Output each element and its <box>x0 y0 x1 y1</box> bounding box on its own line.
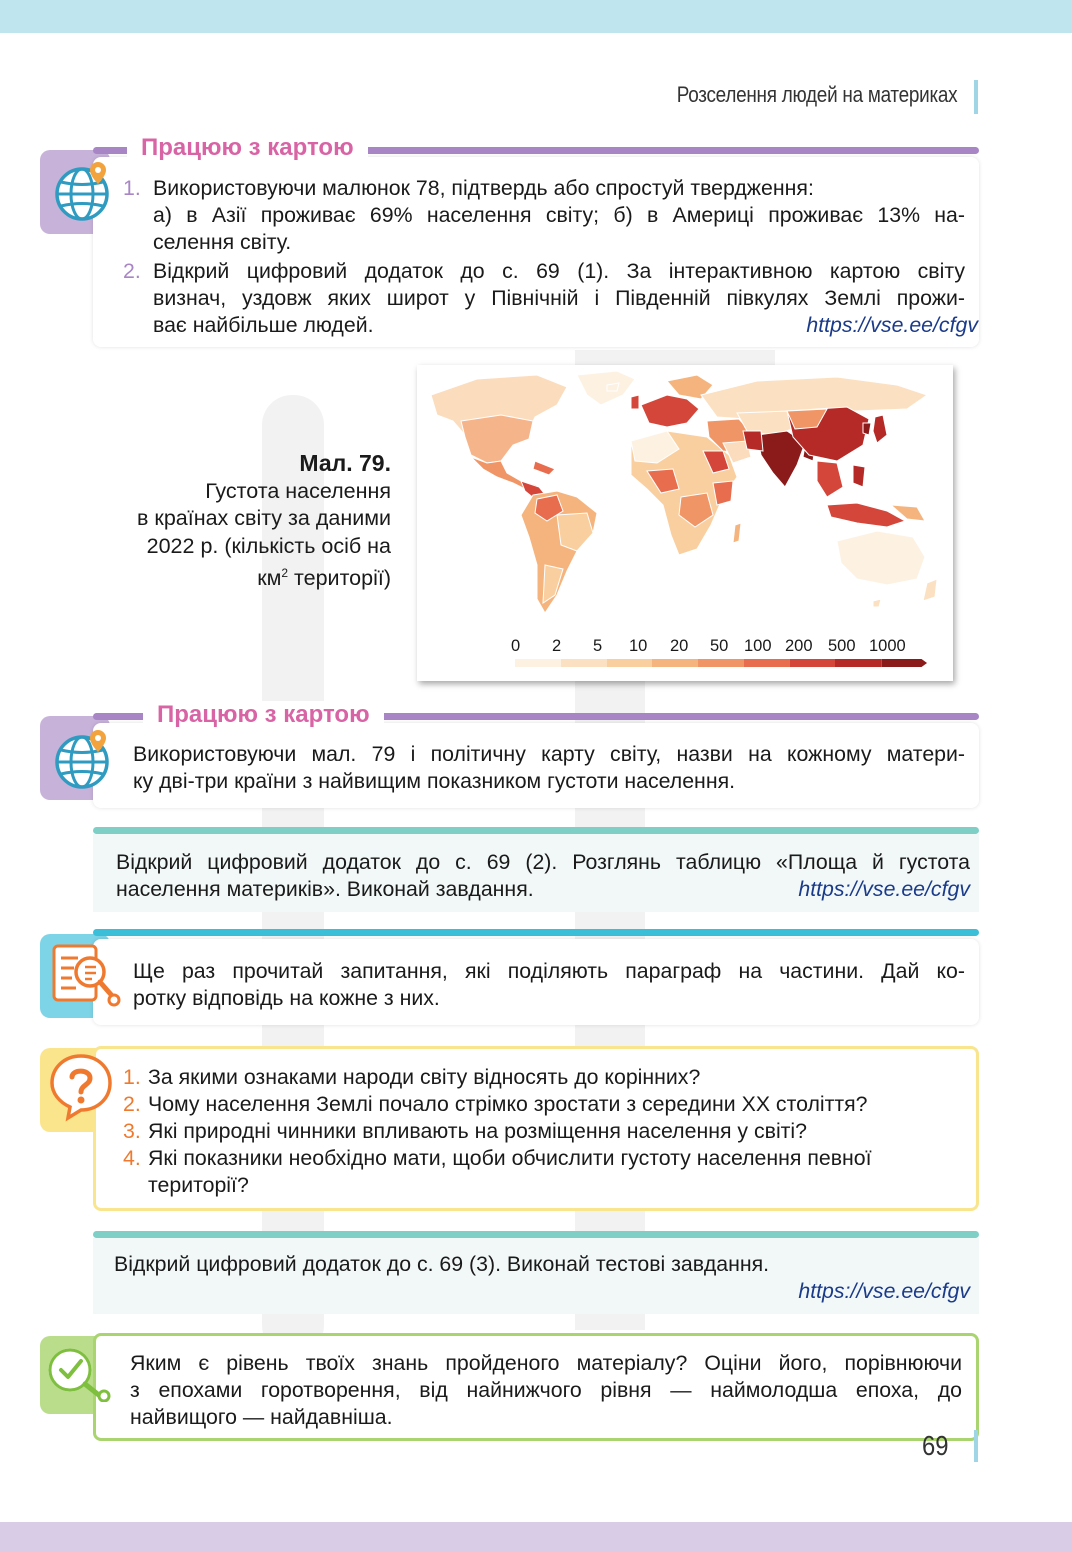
legend-swatch <box>790 659 836 667</box>
legend-swatch <box>835 659 881 667</box>
legend-tick-label: 50 <box>710 637 729 655</box>
question-3: Які природні чинники впливають на розміщення населення у світі? <box>148 1119 808 1143</box>
digital-2-link[interactable]: https://vse.ee/cfgv <box>798 1279 970 1303</box>
selfcheck-line-2: з епохами горотворення, від найнижчого рівня — наймолодша епоха, до <box>130 1378 962 1402</box>
digital-2-text: Відкрий цифровий додаток до с. 69 (3). Виконай тестові завдання. <box>114 1252 770 1276</box>
figure-caption-line-4: $км^2$ території) <box>257 566 391 591</box>
selfcheck-line-3: найвищого — найдавніша. <box>130 1405 393 1429</box>
question-number-3: 3. <box>123 1119 141 1143</box>
task-2-line-3: ває найбільше людей. <box>153 313 374 337</box>
question-number-4: 4. <box>123 1146 141 1170</box>
legend-swatch <box>881 659 927 667</box>
top-band <box>0 0 1072 33</box>
bottom-band <box>0 1522 1072 1552</box>
legend-swatch <box>698 659 744 667</box>
legend-swatch <box>744 659 790 667</box>
document-search-icon <box>50 942 122 1014</box>
legend-swatch <box>607 659 653 667</box>
map-task-2-line-1: Використовуючи мал. 79 і політичну карту світу, назви на кожному матери- <box>133 742 965 766</box>
world-map-svg <box>417 365 953 681</box>
running-title: Розселення людей на материках <box>676 82 957 107</box>
question-4: Які показники необхідно мати, щоби обчислити густоту населення певної <box>148 1146 872 1170</box>
task-2-link[interactable]: https://vse.ee/cfgv <box>806 313 978 337</box>
digital-1-link[interactable]: https://vse.ee/cfgv <box>798 877 970 901</box>
map-task-2-title: Працюю з картою <box>143 701 384 729</box>
page-number-bar <box>974 1430 978 1462</box>
reread-line-2: ротку відповідь на кожне з них. <box>133 986 440 1010</box>
legend-color-bar <box>515 659 927 667</box>
figure-caption <box>90 450 391 593</box>
globe-icon <box>52 160 116 224</box>
legend-tick-label: 5 <box>593 637 603 655</box>
legend-tick-label: 10 <box>629 637 648 655</box>
task-number-2: 2. <box>123 259 141 283</box>
task-2-line-2: визнач, уздовж яких широт у Північній і Південній півкулях Землі прожи- <box>153 286 965 310</box>
question-1: За якими ознаками народи світу відносять до корінних? <box>148 1065 701 1089</box>
figure-caption-line-2: в країнах світу за даними <box>137 506 391 530</box>
question-number-2: 2. <box>123 1092 141 1116</box>
task-1-line-1: Використовуючи малюнок 78, підтвердь або спростуй твердження: <box>153 176 814 200</box>
question-4-continued: території? <box>148 1173 249 1197</box>
legend-swatch <box>561 659 607 667</box>
question-bubble-icon <box>48 1052 114 1122</box>
population-density-map <box>417 365 953 681</box>
task-1-line-3: селення світу. <box>153 230 292 254</box>
figure-caption-line-3: 2022 р. (кількість осіб на <box>146 533 391 558</box>
reread-line-1: Ще раз прочитай запитання, які поділяють параграф на частини. Дай ко- <box>133 959 965 983</box>
task-1-line-2: а) в Азії проживає 69% населення світу; б) в Америці проживає 13% на- <box>153 203 965 227</box>
question-2: Чому населення Землі почало стрімко зростати з середини XX століття? <box>148 1092 868 1116</box>
legend-tick-label: 2 <box>552 637 562 655</box>
digital-1-line-2: населення материків». Виконай завдання. <box>116 877 534 901</box>
task-2-line-1: Відкрий цифровий додаток до с. 69 (1). За інтерактивною картою світу <box>153 259 965 283</box>
selfcheck-line-1: Яким є рівень твоїх знань пройденого матеріалу? Оціни його, порівнюючи <box>130 1351 962 1375</box>
globe-icon <box>52 728 116 792</box>
map-task-2-line-2: ку дві-три країни з найвищим показником густоти населення. <box>133 769 736 793</box>
legend-tick-labels <box>507 637 927 657</box>
digital-1-stripe <box>93 827 979 834</box>
legend-swatch <box>515 659 561 667</box>
legend-tick-label: 200 <box>785 637 813 655</box>
reread-stripe <box>93 929 979 936</box>
legend-tick-label: 0 <box>511 637 521 655</box>
legend-tick-label: 20 <box>670 637 689 655</box>
digital-2-stripe <box>93 1231 979 1238</box>
legend-tick-label: 100 <box>744 637 772 655</box>
figure-label: Мал. 79. <box>299 450 391 476</box>
figure-caption-line-1: Густота населення <box>205 478 391 503</box>
page-number: 69 <box>922 1430 949 1461</box>
map-legend <box>507 637 927 673</box>
digital-1-line-1: Відкрий цифровий додаток до с. 69 (2). Розглянь таблицю «Площа й густота <box>116 850 970 874</box>
map-task-title: Працюю з картою <box>127 134 368 162</box>
question-number-1: 1. <box>123 1065 141 1089</box>
legend-swatch <box>652 659 698 667</box>
checkmark-search-icon <box>44 1346 116 1402</box>
legend-tick-label: 500 <box>828 637 856 655</box>
running-title-bar <box>974 80 978 114</box>
legend-tick-label: 1000 <box>869 637 906 655</box>
task-number-1: 1. <box>123 176 141 200</box>
